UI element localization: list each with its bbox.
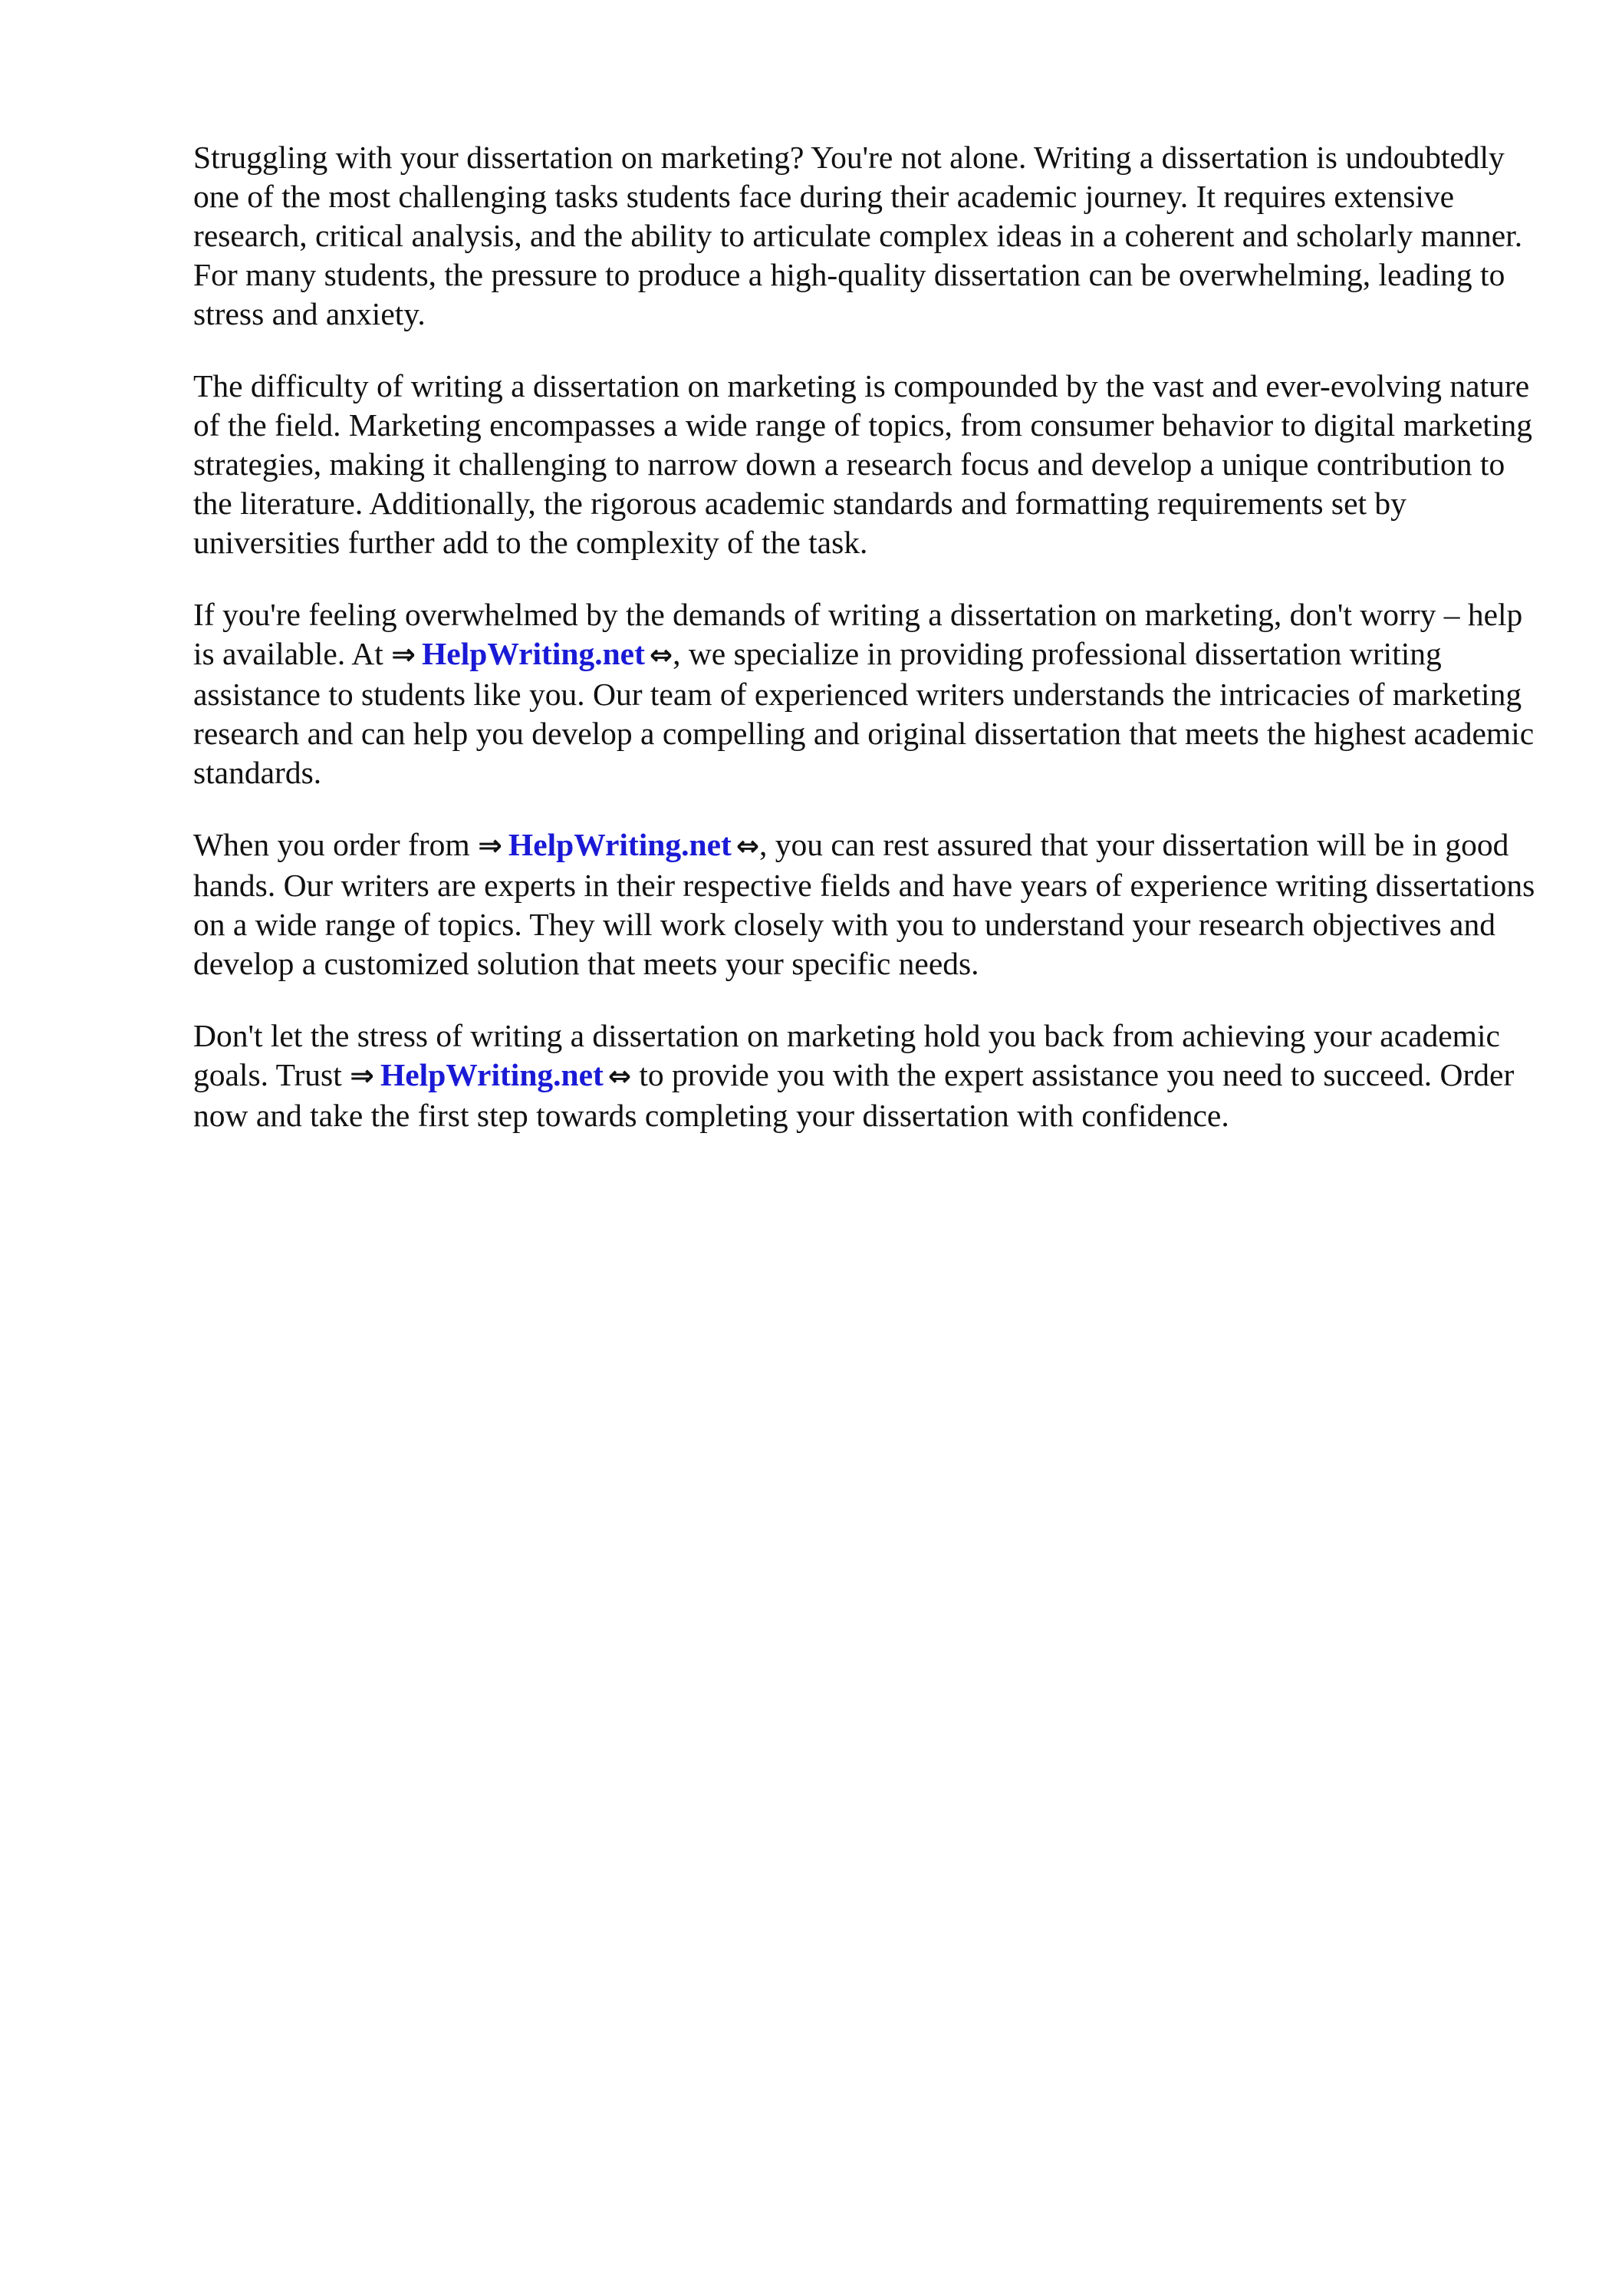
left-right-double-arrow-icon: ⇔ bbox=[735, 831, 759, 862]
helpwriting-link[interactable]: HelpWriting.net bbox=[380, 1057, 604, 1092]
paragraph-5-text-after: to provide you with the expert assistance you need to succeed. Order now and take the first step towards completing your dissertation with confidence. bbox=[193, 1057, 1515, 1133]
left-right-double-arrow-icon: ⇔ bbox=[649, 640, 673, 671]
paragraph-4-text-after: , you can rest assured that your dissertation will be in good hands. Our writers are experts in their respective fields and have years of experience writing dissertations on a wide range of topics. They will work closely with you to understand your research objectives and develop a customized solution that meets your specific needs. bbox=[193, 827, 1535, 981]
left-right-double-arrow-icon: ⇔ bbox=[607, 1061, 632, 1092]
helpwriting-link[interactable]: HelpWriting.net bbox=[508, 827, 732, 862]
paragraph-1 bbox=[193, 138, 1543, 334]
paragraph-1-text: Struggling with your dissertation on marketing? You're not alone. Writing a dissertation is undoubtedly one of the most challenging tasks students face during their academic journey. It requires extensive research, critical analysis, and the ability to articulate complex ideas in a coherent and scholarly manner. For many students, the pressure to produce a high-quality dissertation can be overwhelming, leading to stress and anxiety. bbox=[193, 140, 1523, 331]
paragraph-2 bbox=[193, 367, 1543, 562]
paragraph-5 bbox=[193, 1016, 1543, 1135]
right-double-arrow-icon: ⇒ bbox=[391, 637, 416, 671]
paragraph-5-text-before: Don't let the stress of writing a dissertation on marketing hold you back from achieving your academic goals. Trust bbox=[193, 1018, 1500, 1092]
paragraph-3-text-after: , we specialize in providing professional dissertation writing assistance to students like you. Our team of experienced writers understands the intricacies of marketing research and can help you develop a compelling and original dissertation that meets the highest academic standards. bbox=[193, 636, 1535, 790]
document-body bbox=[193, 138, 1543, 1168]
right-double-arrow-icon: ⇒ bbox=[478, 828, 502, 862]
paragraph-4 bbox=[193, 825, 1543, 983]
paragraph-3 bbox=[193, 595, 1543, 792]
paragraph-4-text-before: When you order from bbox=[193, 827, 479, 862]
right-double-arrow-icon: ⇒ bbox=[350, 1059, 374, 1092]
paragraph-3-text-before: If you're feeling overwhelmed by the demands of writing a dissertation on marketing, don't worry – help is available. At bbox=[193, 597, 1523, 671]
paragraph-2-text: The difficulty of writing a dissertation on marketing is compounded by the vast and ever-evolving nature of the field. Marketing encompasses a wide range of topics, from consumer behavior to digital marketing strategies, making it challenging to narrow down a research focus and develop a unique contribution to the literature. Additionally, the rigorous academic standards and formatting requirements set by universities further add to the complexity of the task. bbox=[193, 368, 1532, 560]
helpwriting-link[interactable]: HelpWriting.net bbox=[422, 636, 645, 671]
